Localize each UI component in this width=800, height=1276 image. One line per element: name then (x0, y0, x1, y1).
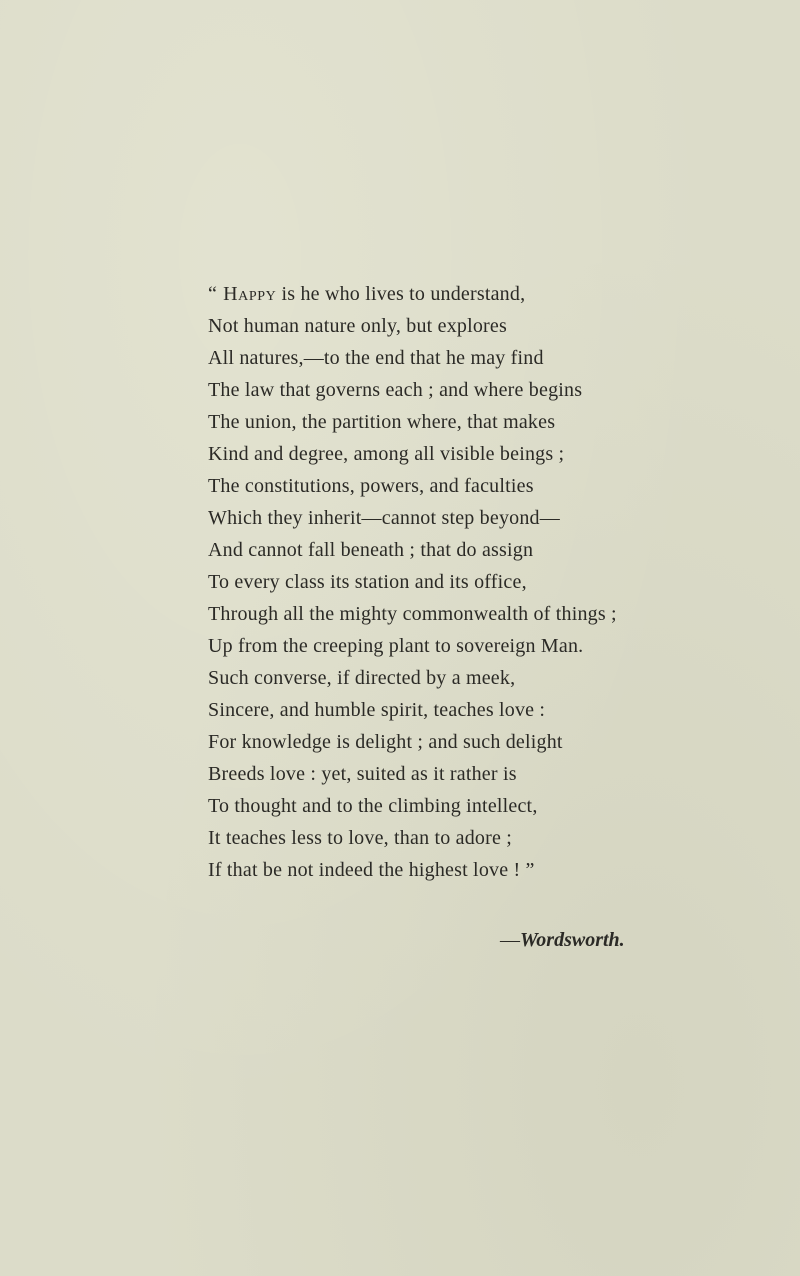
poem-line: If that be not indeed the highest love ! ” (208, 859, 535, 881)
poem-line: Sincere, and humble spirit, teaches love : (208, 699, 546, 721)
poem-block (208, 278, 798, 886)
poem-line: Through all the mighty commonwealth of things ; (208, 603, 617, 625)
poem-line: Up from the creeping plant to sovereign Man. (208, 635, 584, 657)
poem-attribution (500, 924, 625, 956)
poem-line: It teaches less to love, than to adore ; (208, 827, 513, 849)
poem-line: The union, the partition where, that makes (208, 411, 556, 433)
poem-line: To every class its station and its office, (208, 571, 527, 593)
poem-first-word: Happy (223, 283, 277, 305)
poem-line: Breeds love : yet, suited as it rather is (208, 763, 517, 785)
poem-line: And cannot fall beneath ; that do assign (208, 539, 534, 561)
poem-line: Such converse, if directed by a meek, (208, 667, 516, 689)
poem-line: Not human nature only, but explores (208, 315, 507, 337)
poem-line-1 (208, 278, 798, 310)
poem-line: The constitutions, powers, and faculties (208, 475, 534, 497)
poem-line: Kind and degree, among all visible beings ; (208, 443, 565, 465)
attribution-dash: — (500, 929, 520, 951)
poem-line: The law that governs each ; and where begins (208, 379, 583, 401)
poem-line: Which they inherit—cannot step beyond— (208, 507, 560, 529)
poem-line: To thought and to the climbing intellect, (208, 795, 538, 817)
poem-line: All natures,—to the end that he may find (208, 347, 544, 369)
author-name: Wordsworth. (520, 929, 625, 951)
poem-first-line-rest: is he who lives to understand, (276, 283, 526, 305)
poem-line: For knowledge is delight ; and such delight (208, 731, 563, 753)
opening-quote-mark: “ (208, 283, 218, 305)
